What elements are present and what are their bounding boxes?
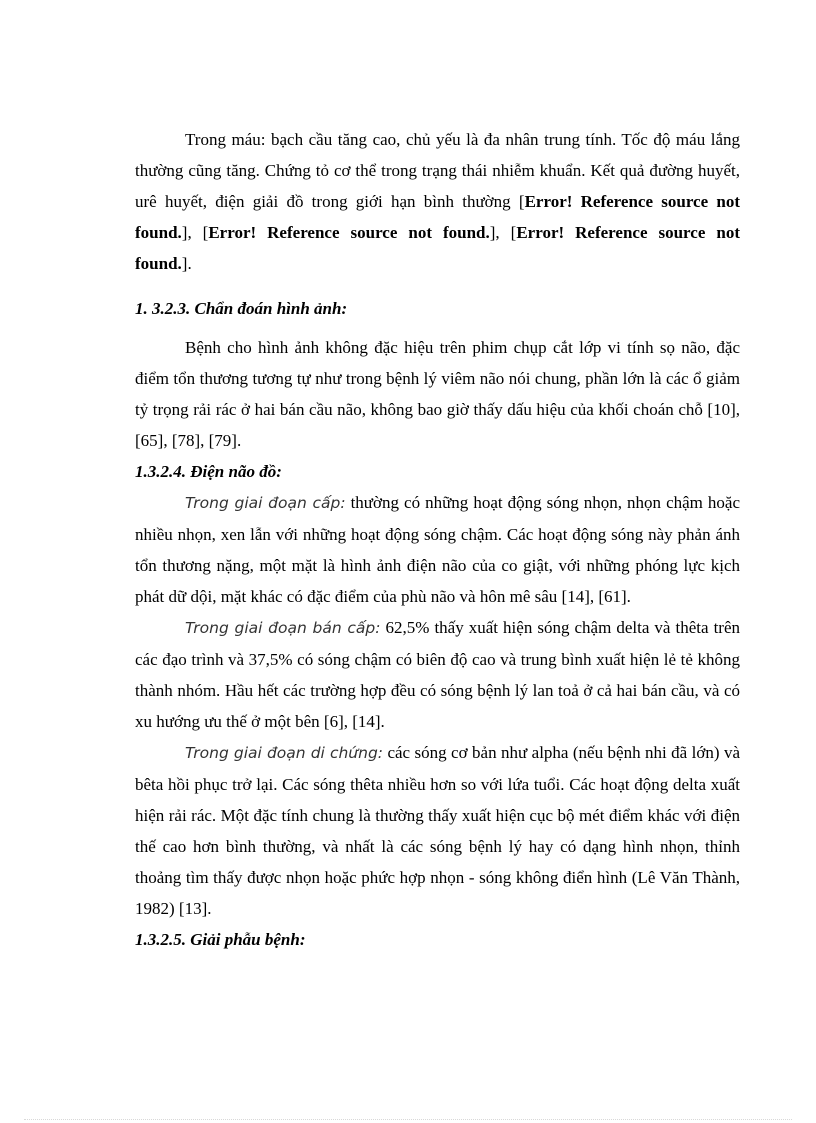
paragraph-subacute-phase bbox=[135, 612, 740, 737]
paragraph-sequelae-phase bbox=[135, 737, 740, 924]
heading-eeg: 1.3.2.4. Điện não đồ: bbox=[135, 462, 282, 481]
subacute-phase-text: 62,5% thấy xuất hiện sóng chậm delta và thêta trên các đạo trình và 37,5% có sóng chậm có biên độ cao và trung bình xuất hiện lẻ tẻ không thành nhóm. Hầu hết các trường hợp đều có sóng bệnh lý lan toả ở cả hai bán cầu, và có xu hướng ưu thế ở một bên [6], [14]. bbox=[135, 618, 740, 731]
reference-error-3: Error! Reference source not found. bbox=[135, 223, 740, 273]
ref-bracket-close: ]. bbox=[181, 254, 192, 273]
sequelae-phase-text: các sóng cơ bản như alpha (nếu bệnh nhi đã lớn) và bêta hồi phục trở lại. Các sóng thêta nhiều hơn so với lứa tuổi. Các hoạt động delta xuất hiện rải rác. Một đặc tính chung là thường thấy xuất hiện cục bộ mét điểm khác với điện thế cao hơn bình thường, và nhất là các sóng bệnh lý hay có dạng hình nhọn, thỉnh thoảng tìm thấy được nhọn hoặc phức hợp nhọn - sóng không điển hình (Lê Văn Thành, 1982) [13]. bbox=[135, 743, 740, 918]
acute-phase-text: thường có những hoạt động sóng nhọn, nhọn chậm hoặc nhiều nhọn, xen lẫn với những hoạt động sóng chậm. Các hoạt động sóng này phản ánh tổn thương nặng, một mặt là hình ảnh điện não của co giật, với những phóng lực kịch phát dữ dội, mặt khác có đặc điểm của phù não và hôn mê sâu [14], [61]. bbox=[135, 493, 740, 606]
reference-error-2: Error! Reference source not found. bbox=[208, 223, 490, 242]
ref-separator-1: ], [ bbox=[181, 223, 209, 242]
page-bottom-divider bbox=[24, 1119, 792, 1120]
heading-imaging-diagnosis: 1. 3.2.3. Chẩn đoán hình ảnh: bbox=[135, 299, 348, 318]
paragraph-blood-tests bbox=[135, 124, 740, 279]
paragraph-imaging: Bệnh cho hình ảnh không đặc hiệu trên phim chụp cắt lớp vi tính sọ não, đặc điểm tổn thương tương tự như trong bệnh lý viêm não nói chung, phần lớn là các ổ giảm tỷ trọng rải rác ở hai bán cầu não, không bao giờ thấy dấu hiệu của khối choán chỗ [10], [65], [78], [79]. bbox=[135, 338, 740, 450]
document-page bbox=[135, 124, 740, 955]
paragraph-acute-phase bbox=[135, 487, 740, 612]
heading-pathology: 1.3.2.5. Giải phẫu bệnh: bbox=[135, 930, 306, 949]
ref-bracket-open: [ bbox=[518, 192, 525, 211]
reference-error-1: Error! Reference source not found. bbox=[135, 192, 740, 242]
paragraph-blood-tests-text: Trong máu: bạch cầu tăng cao, chủ yếu là đa nhân trung tính. Tốc độ máu lắng thường cũng tăng. Chứng tỏ cơ thể trong trạng thái nhiễm khuẩn. Kết quả đường huyết, urê huyết, điện giải đồ trong giới hạn bình thường bbox=[135, 130, 740, 211]
ref-separator-2: ], [ bbox=[489, 223, 517, 242]
sequelae-phase-label: Trong giai đoạn di chứng: bbox=[185, 744, 384, 762]
subacute-phase-label: Trong giai đoạn bán cấp: bbox=[185, 619, 381, 637]
acute-phase-label: Trong giai đoạn cấp: bbox=[185, 494, 346, 512]
